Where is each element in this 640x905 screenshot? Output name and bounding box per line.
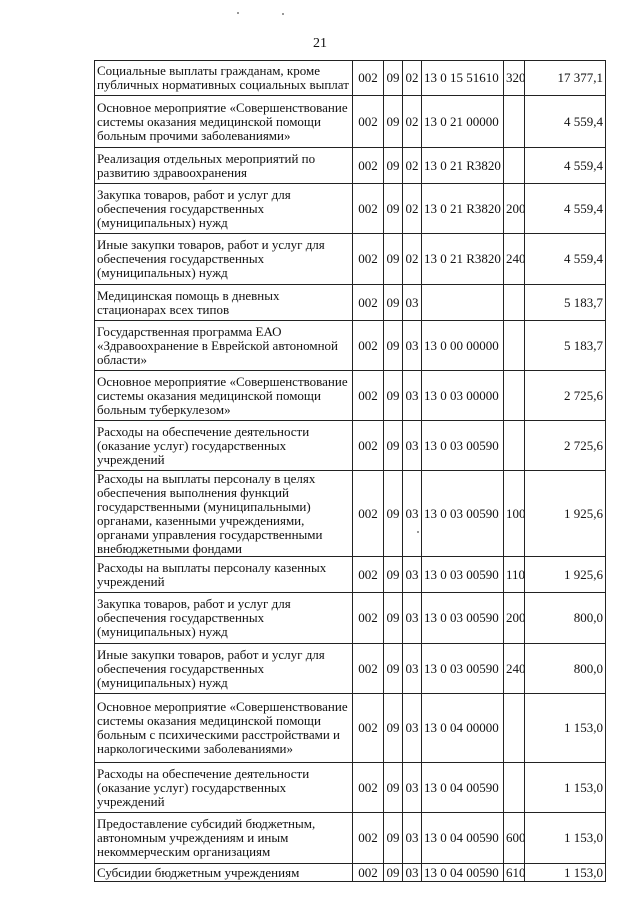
- row-target-article: 13 0 03 00000: [422, 371, 504, 421]
- row-section: 09: [384, 61, 403, 96]
- row-target-article: 13 0 21 R3820: [422, 234, 504, 285]
- row-expense-type: 240: [504, 644, 525, 694]
- row-name: Основное мероприятие «Совершенствование системы оказания медицинской помощи больным с психическими расстройствами и наркологическими заболеваниями»: [95, 694, 353, 763]
- row-subsection: 03: [403, 813, 422, 864]
- row-amount: 4 559,4: [525, 148, 606, 184]
- row-subsection: 02: [403, 61, 422, 96]
- row-expense-type: [504, 421, 525, 471]
- table-row: [95, 61, 606, 96]
- table-row: [95, 593, 606, 644]
- scan-speck: [237, 12, 239, 14]
- row-target-article: 13 0 03 00590: [422, 421, 504, 471]
- row-expense-type: 200: [504, 184, 525, 234]
- row-target-article: 13 0 03 00590: [422, 644, 504, 694]
- row-target-article: 13 0 21 R3820: [422, 184, 504, 234]
- table-row: [95, 694, 606, 763]
- row-code: 002: [353, 61, 384, 96]
- row-amount: 4 559,4: [525, 96, 606, 148]
- row-subsection: 02: [403, 184, 422, 234]
- row-subsection: 03: [403, 421, 422, 471]
- table-row: [95, 234, 606, 285]
- row-expense-type: [504, 285, 525, 321]
- row-code: 002: [353, 763, 384, 813]
- page-number: 21: [313, 36, 327, 51]
- row-target-article: 13 0 03 00590: [422, 471, 504, 557]
- table-row: [95, 148, 606, 184]
- row-code: 002: [353, 421, 384, 471]
- row-name: Основное мероприятие «Совершенствование системы оказания медицинской помощи больным туберкулезом»: [95, 371, 353, 421]
- table-row: [95, 813, 606, 864]
- row-amount: 800,0: [525, 593, 606, 644]
- row-code: 002: [353, 184, 384, 234]
- row-name: Расходы на выплаты персоналу в целях обеспечения выполнения функций государственными (муниципальными) органами, казенными учреждениями, органами управления государственными внебюджетными фондами: [95, 471, 353, 557]
- table-row: [95, 285, 606, 321]
- row-expense-type: [504, 694, 525, 763]
- row-expense-type: 100: [504, 471, 525, 557]
- row-expense-type: 320: [504, 61, 525, 96]
- row-amount: 4 559,4: [525, 234, 606, 285]
- row-name: Расходы на обеспечение деятельности (оказание услуг) государственных учреждений: [95, 763, 353, 813]
- row-expense-type: [504, 148, 525, 184]
- row-amount: 4 559,4: [525, 184, 606, 234]
- row-amount: 17 377,1: [525, 61, 606, 96]
- budget-table: [94, 60, 606, 882]
- row-section: 09: [384, 763, 403, 813]
- row-code: 002: [353, 371, 384, 421]
- table-row: [95, 864, 606, 882]
- row-section: 09: [384, 813, 403, 864]
- row-expense-type: 110: [504, 557, 525, 593]
- row-name: Социальные выплаты гражданам, кроме публичных нормативных социальных выплат: [95, 61, 353, 96]
- table-row: [95, 763, 606, 813]
- row-code: 002: [353, 864, 384, 882]
- row-section: 09: [384, 471, 403, 557]
- row-section: 09: [384, 593, 403, 644]
- row-subsection: 03: [403, 593, 422, 644]
- row-expense-type: 240: [504, 234, 525, 285]
- row-code: 002: [353, 471, 384, 557]
- row-name: Расходы на обеспечение деятельности (оказание услуг) государственных учреждений: [95, 421, 353, 471]
- row-subsection: 03: [403, 644, 422, 694]
- row-subsection: 03: [403, 471, 422, 557]
- table-row: [95, 471, 606, 557]
- row-section: 09: [384, 184, 403, 234]
- row-target-article: 13 0 04 00590: [422, 763, 504, 813]
- table-row: [95, 96, 606, 148]
- row-target-article: 13 0 03 00590: [422, 557, 504, 593]
- row-code: 002: [353, 557, 384, 593]
- table-row: [95, 321, 606, 371]
- row-name: Реализация отдельных мероприятий по развитию здравоохранения: [95, 148, 353, 184]
- row-code: 002: [353, 148, 384, 184]
- row-name: Закупка товаров, работ и услуг для обеспечения государственных (муниципальных) нужд: [95, 184, 353, 234]
- row-target-article: 13 0 04 00590: [422, 813, 504, 864]
- row-target-article: 13 0 00 00000: [422, 321, 504, 371]
- row-section: 09: [384, 148, 403, 184]
- row-section: 09: [384, 285, 403, 321]
- row-code: 002: [353, 593, 384, 644]
- row-expense-type: 200: [504, 593, 525, 644]
- row-subsection: 03: [403, 321, 422, 371]
- table-row: [95, 644, 606, 694]
- row-section: 09: [384, 557, 403, 593]
- row-code: 002: [353, 96, 384, 148]
- row-section: 09: [384, 321, 403, 371]
- row-name: Медицинская помощь в дневных стационарах всех типов: [95, 285, 353, 321]
- row-name: Основное мероприятие «Совершенствование системы оказания медицинской помощи больным прочими заболеваниями»: [95, 96, 353, 148]
- row-target-article: 13 0 04 00590: [422, 864, 504, 882]
- row-target-article: 13 0 15 51610: [422, 61, 504, 96]
- row-code: 002: [353, 694, 384, 763]
- row-code: 002: [353, 234, 384, 285]
- row-expense-type: [504, 321, 525, 371]
- table-row: [95, 184, 606, 234]
- row-subsection: 03: [403, 694, 422, 763]
- row-amount: 1 925,6: [525, 557, 606, 593]
- row-name: Субсидии бюджетным учреждениям: [95, 864, 353, 882]
- scan-speck: [282, 13, 284, 15]
- row-section: 09: [384, 421, 403, 471]
- row-subsection: 03: [403, 864, 422, 882]
- row-name: Государственная программа ЕАО «Здравоохранение в Еврейской автономной области»: [95, 321, 353, 371]
- row-amount: 1 153,0: [525, 763, 606, 813]
- row-expense-type: 600: [504, 813, 525, 864]
- row-amount: 5 183,7: [525, 321, 606, 371]
- row-section: 09: [384, 371, 403, 421]
- row-subsection: 03: [403, 285, 422, 321]
- row-code: 002: [353, 644, 384, 694]
- row-subsection: 02: [403, 96, 422, 148]
- row-expense-type: [504, 371, 525, 421]
- row-amount: 5 183,7: [525, 285, 606, 321]
- row-name: Расходы на выплаты персоналу казенных учреждений: [95, 557, 353, 593]
- row-subsection: 03: [403, 557, 422, 593]
- row-target-article: [422, 285, 504, 321]
- row-target-article: 13 0 21 00000: [422, 96, 504, 148]
- table-row: [95, 421, 606, 471]
- row-code: 002: [353, 285, 384, 321]
- row-subsection: 03: [403, 371, 422, 421]
- row-target-article: 13 0 04 00000: [422, 694, 504, 763]
- table-body: [95, 61, 606, 882]
- row-expense-type: [504, 96, 525, 148]
- row-name: Закупка товаров, работ и услуг для обеспечения государственных (муниципальных) нужд: [95, 593, 353, 644]
- row-subsection: 02: [403, 234, 422, 285]
- row-name: Предоставление субсидий бюджетным, автономным учреждениям и иным некоммерческим организациям: [95, 813, 353, 864]
- row-section: 09: [384, 864, 403, 882]
- row-amount: 1 153,0: [525, 694, 606, 763]
- table-row: [95, 557, 606, 593]
- row-section: 09: [384, 234, 403, 285]
- row-expense-type: [504, 763, 525, 813]
- row-amount: 1 153,0: [525, 813, 606, 864]
- row-amount: 800,0: [525, 644, 606, 694]
- row-target-article: 13 0 21 R3820: [422, 148, 504, 184]
- row-subsection: 03: [403, 763, 422, 813]
- row-expense-type: 610: [504, 864, 525, 882]
- row-section: 09: [384, 644, 403, 694]
- row-amount: 2 725,6: [525, 371, 606, 421]
- row-code: 002: [353, 321, 384, 371]
- row-name: Иные закупки товаров, работ и услуг для обеспечения государственных (муниципальных) нужд: [95, 644, 353, 694]
- table-row: [95, 371, 606, 421]
- row-target-article: 13 0 03 00590: [422, 593, 504, 644]
- row-amount: 1 153,0: [525, 864, 606, 882]
- row-amount: 1 925,6: [525, 471, 606, 557]
- row-amount: 2 725,6: [525, 421, 606, 471]
- row-name: Иные закупки товаров, работ и услуг для обеспечения государственных (муниципальных) нужд: [95, 234, 353, 285]
- row-section: 09: [384, 96, 403, 148]
- row-code: 002: [353, 813, 384, 864]
- row-section: 09: [384, 694, 403, 763]
- row-subsection: 02: [403, 148, 422, 184]
